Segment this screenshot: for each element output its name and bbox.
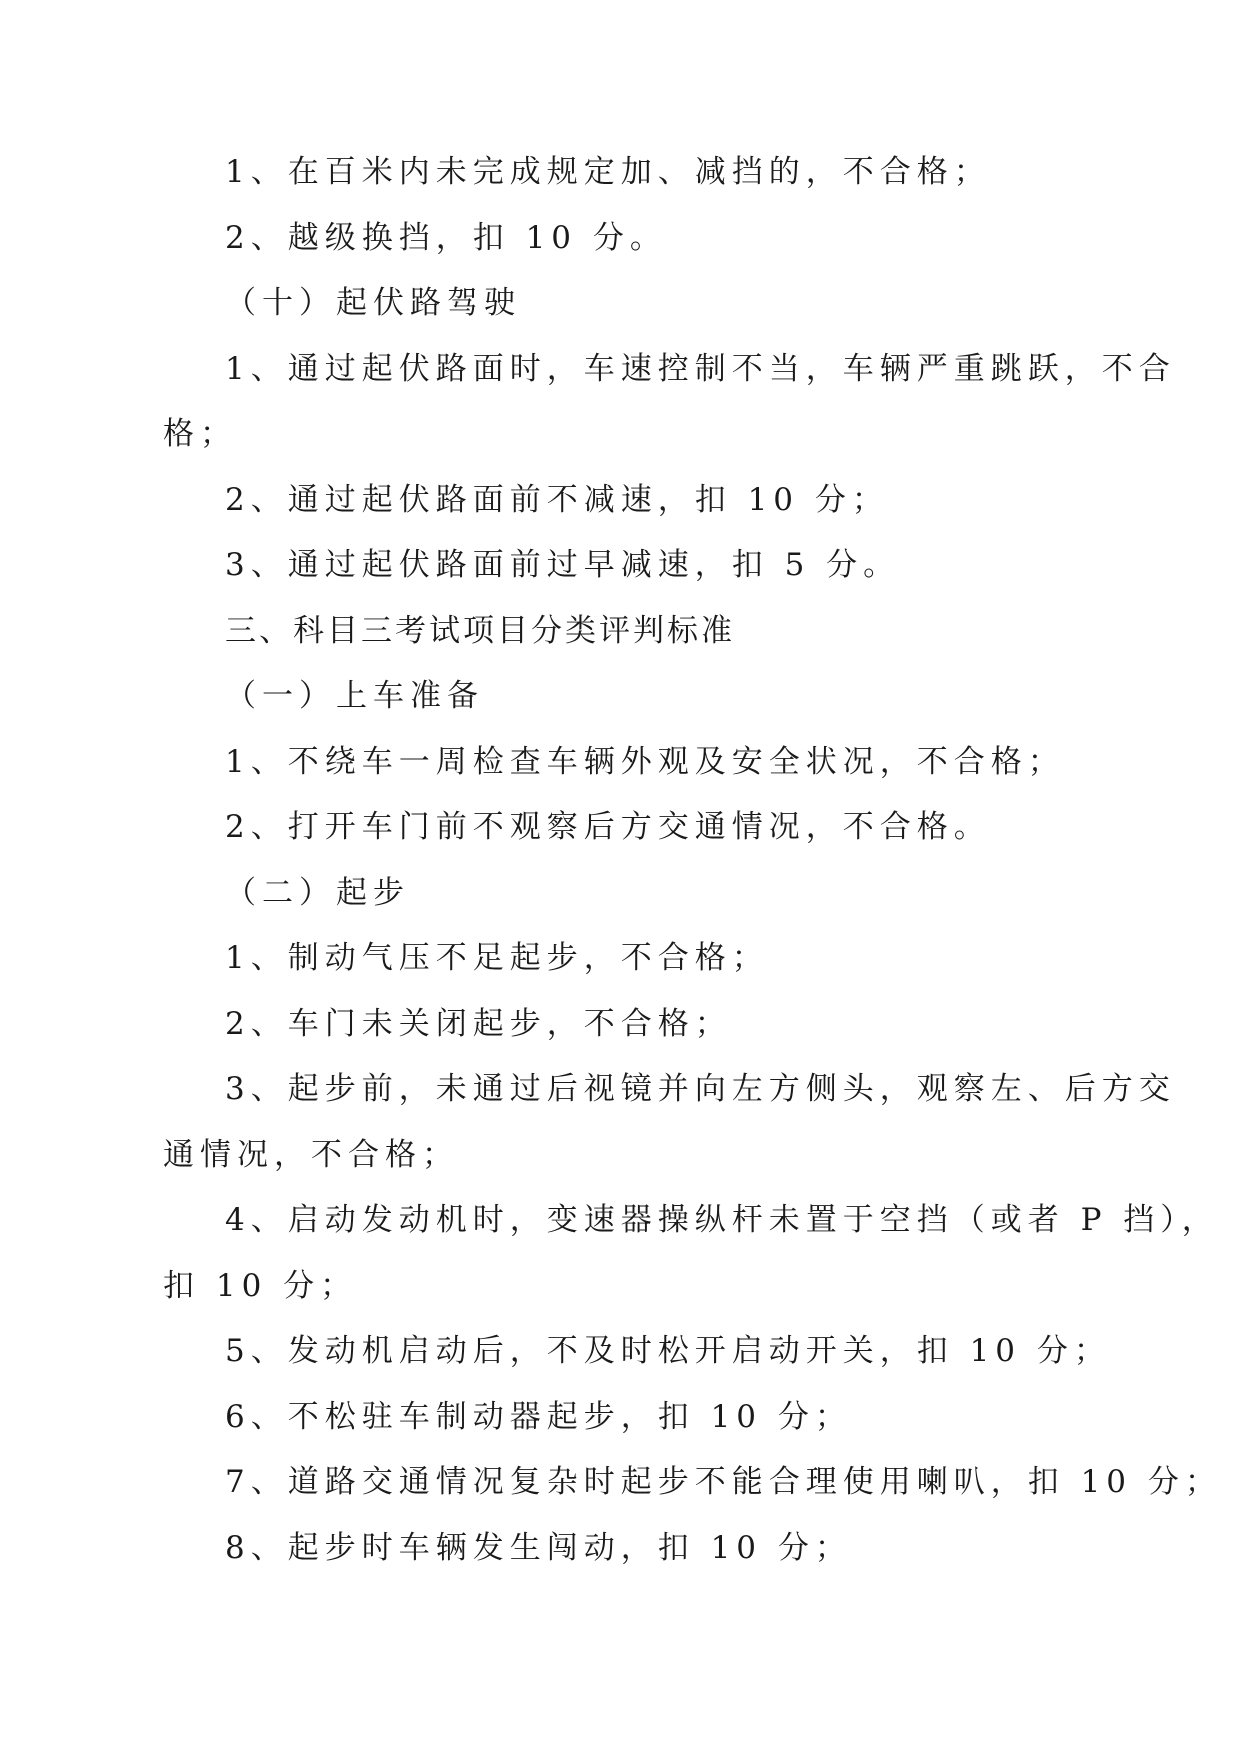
subsection-title: （十）起伏路驾驶 [225,285,521,321]
section-heading: 三、科目三考试项目分类评判标准 [225,612,735,649]
document-body [163,140,1222,1581]
rule-line: 1、制动气压不足起步，不合格； [225,940,769,976]
rule-line: 7、道路交通情况复杂时起步不能合理使用喇叭，扣 10 分； [225,1464,1222,1500]
rule-line: 3、起步前，未通过后视镜并向左方侧头，观察左、后方交 [225,1071,1176,1107]
rule-line-continuation: 格； [163,416,237,452]
rule-line: 6、不松驻车制动器起步，扣 10 分； [225,1398,852,1435]
rule-line: 2、通过起伏路面前不减速，扣 10 分； [225,481,889,518]
rule-line: 8、起步时车辆发生闯动，扣 10 分； [225,1529,852,1566]
subsection-title: （一）上车准备 [225,678,484,714]
rule-line: 2、车门未关闭起步，不合格； [225,1005,732,1042]
rule-line: 1、通过起伏路面时，车速控制不当，车辆严重跳跃，不合 [225,350,1176,387]
rule-line: 1、不绕车一周检查车辆外观及安全状况，不合格； [225,743,1065,780]
subsection-title: （二）起步 [225,874,410,911]
rule-line: 5、发动机启动后，不及时松开启动开关，扣 10 分； [225,1333,1111,1369]
rule-line: 2、打开车门前不观察后方交通情况，不合格。 [225,809,991,845]
rule-line-continuation: 通情况，不合格； [163,1136,459,1173]
rule-line-continuation: 扣 10 分； [163,1267,358,1304]
rule-line: 2、越级换挡，扣 10 分。 [225,219,667,256]
rule-line: 4、启动发动机时，变速器操纵杆未置于空挡（或者 P 挡）， [225,1202,1219,1238]
rule-line: 3、通过起伏路面前过早减速，扣 5 分。 [225,547,901,583]
rule-line: 1、在百米内未完成规定加、减挡的，不合格； [225,154,991,190]
